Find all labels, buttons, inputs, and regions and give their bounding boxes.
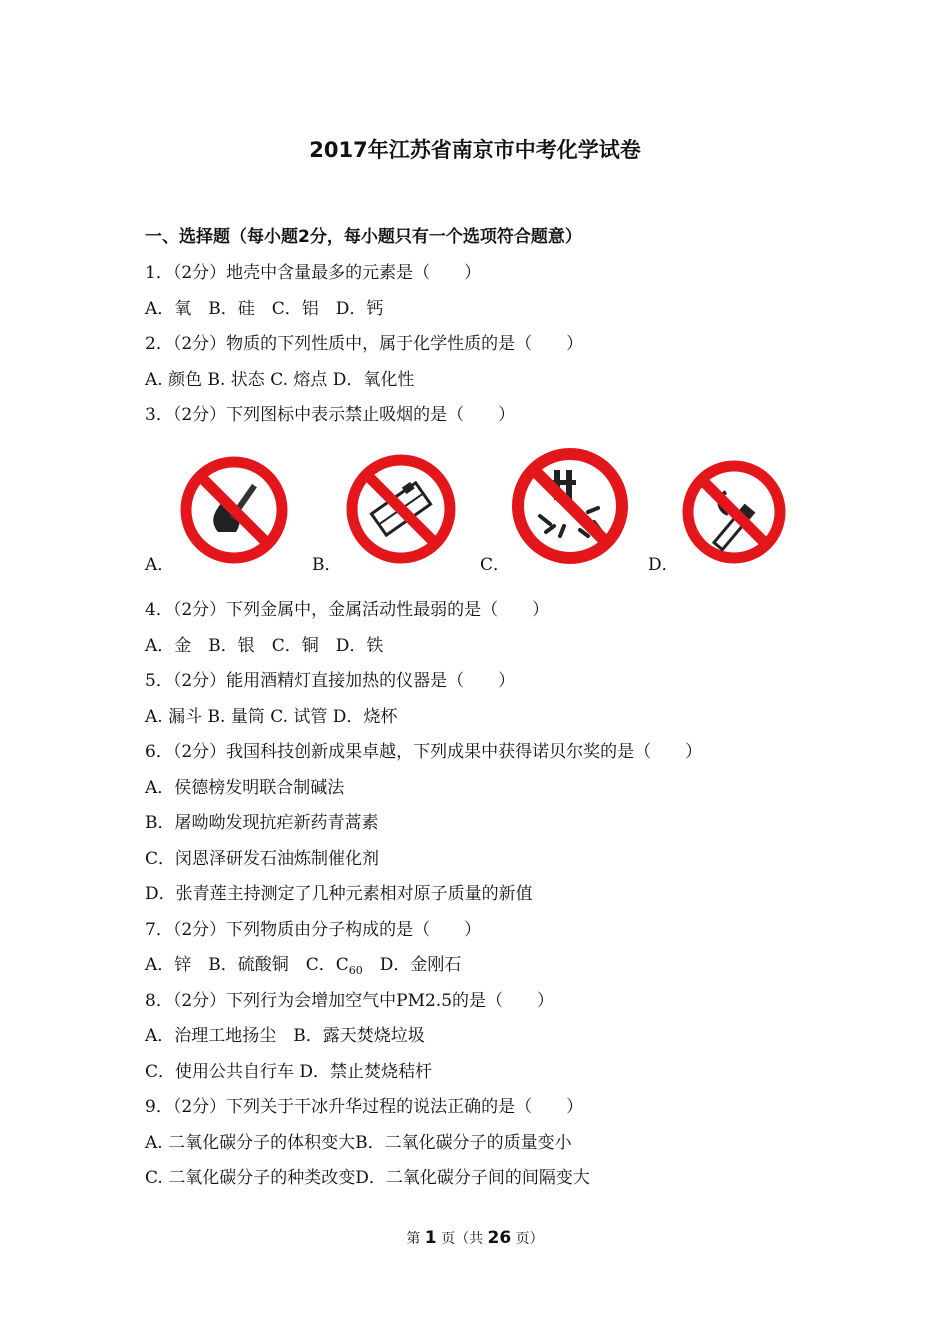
c60-subscript: 60 [348, 964, 363, 977]
question-4-options: A．金 B．银 C．铜 D．铁 [145, 636, 384, 656]
question-1: 1．（2分）地壳中含量最多的元素是（ ） [145, 263, 482, 283]
q7-options-text-end: D．金刚石 [362, 955, 462, 975]
sign-option-a-label: A． [145, 555, 175, 575]
question-6-option-b: B．屠呦呦发现抗疟新药青蒿素 [145, 813, 379, 833]
question-6-option-a: A．侯德榜发明联合制碱法 [145, 778, 345, 798]
question-7: 7．（2分）下列物质由分子构成的是（ ） [145, 920, 482, 940]
question-6: 6．（2分）我国科技创新成果卓越，下列成果中获得诺贝尔奖的是（ ） [145, 742, 703, 762]
sign-option-c-label: C． [480, 555, 511, 575]
question-6-option-d: D．张青莲主持测定了几种元素相对原子质量的新值 [145, 884, 533, 904]
question-5: 5．（2分）能用酒精灯直接加热的仪器是（ ） [145, 671, 516, 691]
question-2: 2．（2分）物质的下列性质中，属于化学性质的是（ ） [145, 334, 584, 354]
question-9: 9．（2分）下列关于干冰升华过程的说法正确的是（ ） [145, 1097, 584, 1117]
footer-suffix: 页） [515, 1231, 544, 1247]
question-8-options-cd: C．使用公共自行车 D．禁止焚烧秸杆 [145, 1062, 433, 1082]
no-matches-icon [344, 452, 458, 566]
question-8-options-ab: A．治理工地扬尘 B．露天焚烧垃圾 [145, 1026, 425, 1046]
section-heading: 一、选择题（每小题2分，每小题只有一个选项符合题意） [145, 227, 582, 247]
question-4: 4．（2分）下列金属中，金属活动性最弱的是（ ） [145, 600, 550, 620]
sign-option-d-label: D． [648, 555, 679, 575]
page-number: 1 [424, 1228, 437, 1248]
question-8: 8．（2分）下列行为会增加空气中PM2.5的是（ ） [145, 991, 555, 1011]
q7-options-text: A．锌 B．硫酸铜 C．C [145, 955, 349, 975]
question-3: 3．（2分）下列图标中表示禁止吸烟的是（ ） [145, 405, 516, 425]
page-footer [0, 1228, 950, 1248]
question-6-option-c: C．闵恩泽研发石油炼制催化剂 [145, 849, 380, 869]
exam-title: 2017年江苏省南京市中考化学试卷 [309, 138, 641, 162]
footer-middle: 页（共 [441, 1231, 484, 1247]
no-fire-icon [178, 454, 290, 566]
no-smoking-icon [680, 458, 788, 566]
question-1-options: A．氧 B．硅 C．铝 D．钙 [145, 299, 384, 319]
no-fireworks-icon [510, 446, 630, 566]
question-2-options: A. 颜色 B. 状态 C. 熔点 D．氧化性 [145, 370, 415, 390]
question-5-options: A. 漏斗 B. 量筒 C. 试管 D．烧杯 [145, 707, 398, 727]
page-total: 26 [487, 1228, 512, 1248]
question-3-signs [0, 440, 950, 580]
question-9-options-ab: A. 二氧化碳分子的体积变大B．二氧化碳分子的质量变小 [145, 1133, 572, 1153]
question-7-options [145, 950, 461, 977]
sign-option-b-label: B． [312, 555, 342, 575]
question-9-options-cd: C. 二氧化碳分子的种类改变D．二氧化碳分子间的间隔变大 [145, 1168, 590, 1188]
footer-prefix: 第 [406, 1231, 421, 1247]
